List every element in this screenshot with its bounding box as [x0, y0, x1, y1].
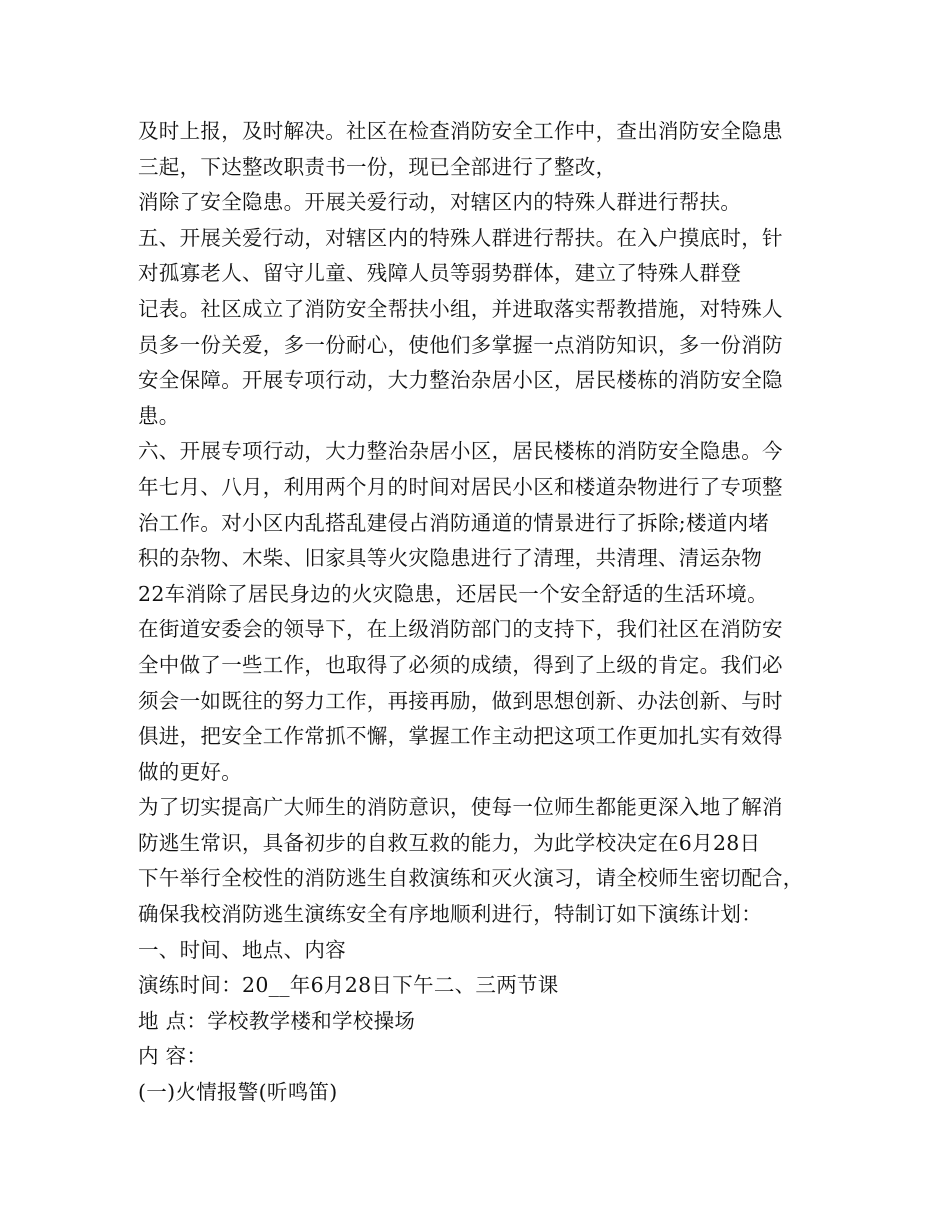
text-line: 确保我校消防逃生演练安全有序地顺利进行，特制订如下演练计划：	[138, 902, 762, 927]
text-line: 防逃生常识，具备初步的自救互救的能力，为此学校决定在6月28日	[138, 830, 761, 855]
text-line: 治工作。对小区内乱搭乱建侵占消防通道的情景进行了拆除;楼道内堵	[138, 510, 770, 535]
text-line: 一、时间、地点、内容	[138, 937, 346, 962]
text-line: 记表。社区成立了消防安全帮扶小组，并进取落实帮教措施，对特殊人	[138, 296, 783, 321]
text-line: 三起，下达整改职责书一份，现已全部进行了整改，	[138, 154, 617, 179]
text-line: 全中做了一些工作，也取得了必须的成绩，得到了上级的肯定。我们必	[138, 652, 783, 677]
document-body	[138, 114, 828, 1111]
text-line: (一)火情报警(听鸣笛)	[138, 1080, 338, 1105]
text-line: 五、开展关爱行动，对辖区内的特殊人群进行帮扶。在入户摸底时，针	[138, 225, 783, 250]
text-line: 22车消除了居民身边的火灾隐患，还居民一个安全舒适的生活环境。	[138, 581, 768, 606]
text-line: 地 点：学校教学楼和学校操场	[138, 1008, 416, 1033]
text-line: 下午举行全校性的消防逃生自救演练和灭火演习，请全校师生密切配合，	[138, 866, 804, 891]
text-line: 对孤寡老人、留守儿童、残障人员等弱势群体，建立了特殊人群登	[138, 261, 742, 286]
text-line: 安全保障。开展专项行动，大力整治杂居小区，居民楼栋的消防安全隐	[138, 368, 783, 393]
text-line: 年七月、八月，利用两个月的时间对居民小区和楼道杂物进行了专项整	[138, 474, 783, 499]
text-line: 消除了安全隐患。开展关爱行动，对辖区内的特殊人群进行帮扶。	[138, 190, 742, 215]
text-line: 积的杂物、木柴、旧家具等火灾隐患进行了清理，共清理、清运杂物	[138, 546, 762, 571]
text-line: 演练时间：20__年6月28日下午二、三两节课	[138, 973, 559, 998]
text-line: 为了切实提高广大师生的消防意识，使每一位师生都能更深入地了解消	[138, 795, 783, 820]
text-line: 在街道安委会的领导下，在上级消防部门的支持下，我们社区在消防安	[138, 617, 783, 642]
text-line: 患。	[138, 403, 180, 428]
text-line: 员多一份关爱，多一份耐心，使他们多掌握一点消防知识，多一份消防	[138, 332, 783, 357]
text-line: 六、开展专项行动，大力整治杂居小区，居民楼栋的消防安全隐患。今	[138, 439, 783, 464]
text-line: 内 容：	[138, 1044, 208, 1069]
text-line: 俱进，把安全工作常抓不懈，掌握工作主动把这项工作更加扎实有效得	[138, 724, 783, 749]
text-line: 做的更好。	[138, 759, 242, 784]
text-line: 须会一如既往的努力工作，再接再励，做到思想创新、办法创新、与时	[138, 688, 783, 713]
text-line: 及时上报，及时解决。社区在检查消防安全工作中，查出消防安全隐患	[138, 119, 783, 143]
